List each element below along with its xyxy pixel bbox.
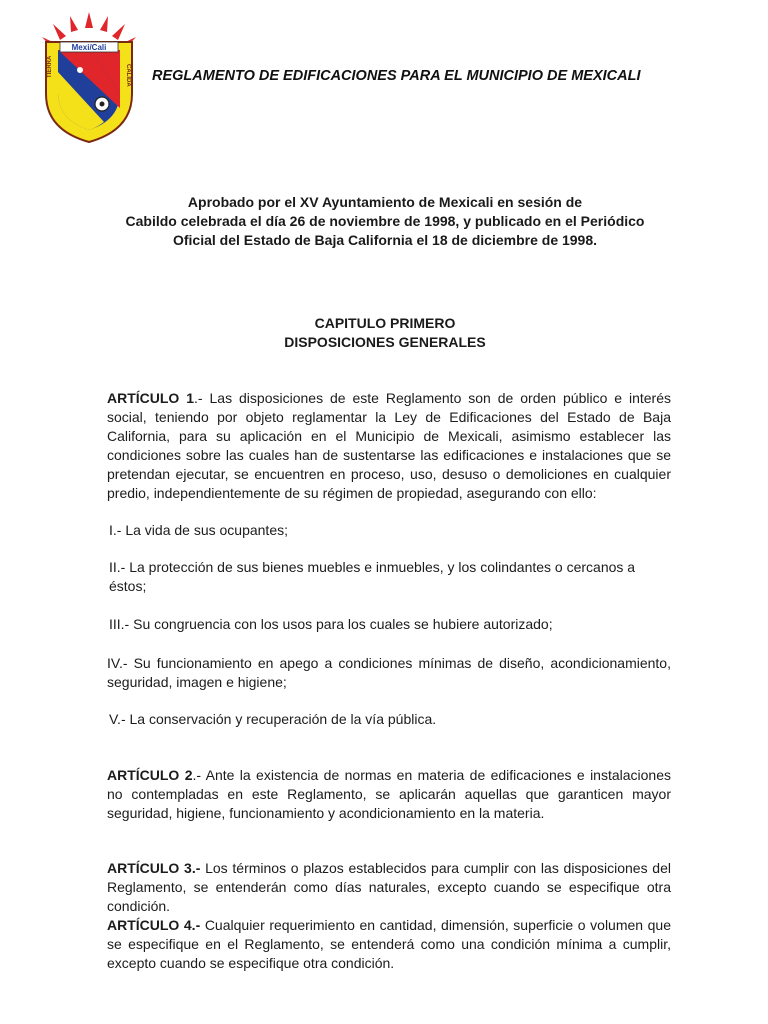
document-title: REGLAMENTO DE EDIFICACIONES PARA EL MUNICIPIO DE MEXICALI bbox=[152, 68, 641, 84]
article-1-label: ARTÍCULO 1 bbox=[107, 390, 195, 406]
approval-line-1: Aprobado por el XV Ayuntamiento de Mexicali en sesión de bbox=[187, 194, 583, 210]
article-4-label: ARTÍCULO 4.- bbox=[107, 917, 201, 933]
approval-line-3: Oficial del Estado de Baja California el 18 de diciembre de 1998. bbox=[172, 232, 598, 248]
article-2-text: .- Ante la existencia de normas en materia de edificaciones e instalaciones no contempladas en este Reglamento, se aplicarán aquellas que garanticen mayor seguridad, higiene, funcionamiento y acondicionamiento en la materia. bbox=[107, 767, 672, 821]
chapter-heading bbox=[100, 314, 670, 352]
article-2 bbox=[107, 766, 671, 823]
article-1 bbox=[107, 389, 671, 503]
list-item: V.- La conservación y recuperación de la vía pública. bbox=[109, 711, 437, 727]
approval-line-2: Cabildo celebrada el día 26 de noviembre de 1998, y publicado en el Periódico bbox=[125, 213, 645, 229]
chapter-subtitle: DISPOSICIONES GENERALES bbox=[284, 334, 486, 350]
list-item: I.- La vida de sus ocupantes; bbox=[109, 522, 288, 538]
article-3 bbox=[107, 859, 671, 916]
article-1-text: .- Las disposiciones de este Reglamento son de orden público e interés social, teniendo por objeto reglamentar la Ley de Edificaciones del Estado de Baja California, para su aplicación en el Municipio de Mexicali, asimismo establecer las condiciones sobre las cuales han de sustentarse las edificaciones e instalaciones que se pretendan ejecutar, se encuentren en proceso, uso, desuso o demoliciones en cualquier predio, independientemente de su régimen de propiedad, asegurando con ello: bbox=[107, 390, 672, 501]
mexicali-shield-icon bbox=[30, 12, 148, 144]
article-3-label: ARTÍCULO 3.- bbox=[107, 860, 201, 876]
article-4 bbox=[107, 916, 671, 973]
article-4-text: Cualquier requerimiento en cantidad, dimensión, superficie o volumen que se especifique en el Reglamento, se entenderá como una condición mínima a cumplir, excepto cuando se especifique otra condición. bbox=[107, 917, 671, 971]
article-3-text: Los términos o plazos establecidos para cumplir con las disposiciones del Reglamento, se entenderán como días naturales, excepto cuando se especifique otra condición. bbox=[107, 860, 671, 914]
chapter-title: CAPITULO PRIMERO bbox=[314, 315, 456, 331]
list-item: IV.- Su funcionamiento en apego a condiciones mínimas de diseño, acondicionamiento, seguridad, imagen e higiene; bbox=[107, 655, 671, 690]
municipal-logo bbox=[30, 12, 148, 144]
logo-ribbon-text: Mexi/Cali bbox=[71, 43, 107, 52]
article-2-label: ARTÍCULO 2 bbox=[107, 767, 193, 783]
logo-side-text-right: CALIDA bbox=[125, 64, 131, 87]
list-item: III.- Su congruencia con los usos para los cuales se hubiere autorizado; bbox=[109, 616, 553, 632]
list-item: II.- La protección de sus bienes muebles e inmuebles, y los colindantes o cercanos a éstos; bbox=[109, 559, 636, 594]
approval-note bbox=[100, 193, 670, 250]
logo-side-text-left: TIERRA bbox=[47, 55, 53, 78]
